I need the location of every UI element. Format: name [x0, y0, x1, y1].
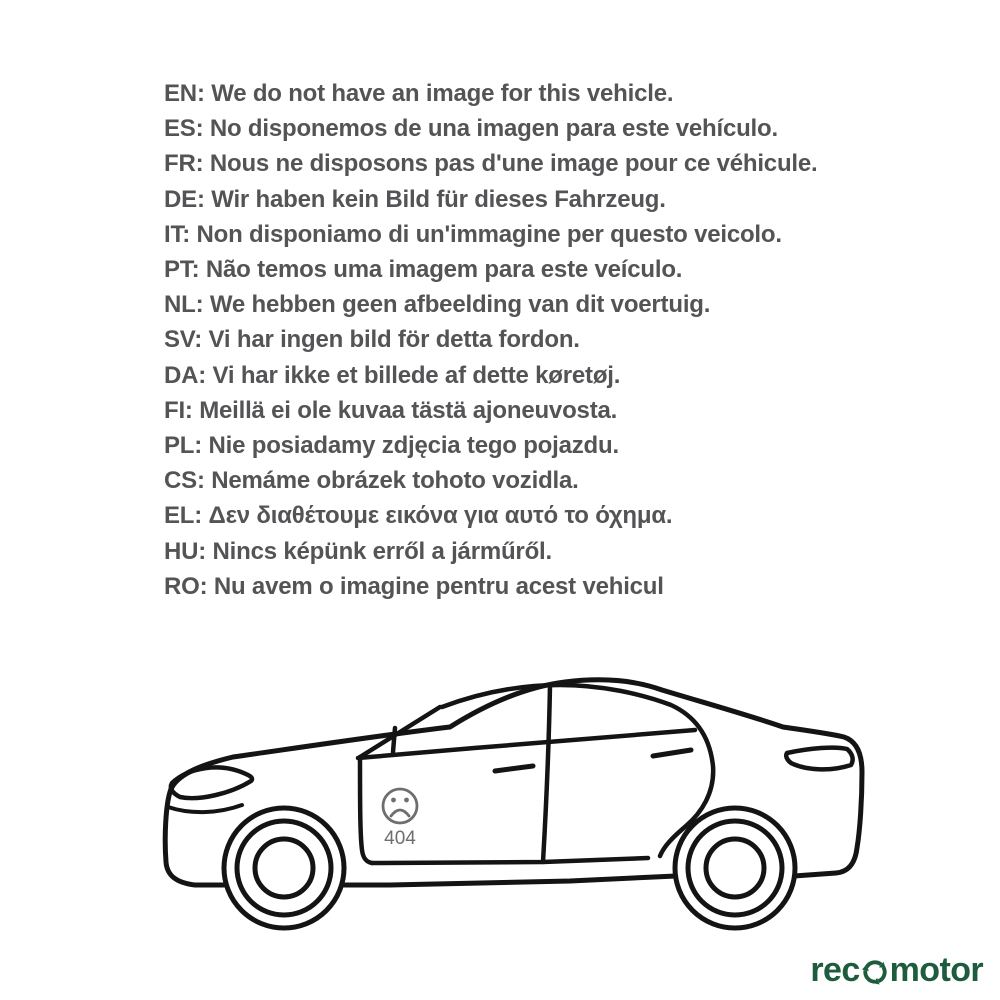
recomotor-logo: [810, 951, 983, 990]
vent-window-divider: [393, 728, 395, 752]
message-line-fr: FR: Nous ne disposons pas d'une image pour ce véhicule.: [164, 150, 818, 178]
car-illustration: [150, 650, 870, 960]
message-line-da: DA: Vi har ikke et billede af dette køretøj.: [164, 361, 621, 389]
sad-face-icon: [383, 789, 417, 823]
front-door-edge: [360, 757, 372, 863]
message-line-ro: RO: Nu avem o imagine pentru acest vehicul: [164, 572, 664, 600]
message-line-cs: CS: Nemáme obrázek tohoto vozidla.: [164, 467, 579, 495]
headlight: [171, 767, 252, 798]
taillight: [786, 748, 852, 770]
no-image-messages: [164, 76, 954, 604]
message-line-pt: PT: Não temos uma imagem para este veículo.: [164, 256, 683, 284]
recycle-icon: [861, 958, 889, 986]
rear-wheel-tire: [675, 808, 795, 928]
front-bumper-crease: [168, 805, 242, 812]
message-line-it: IT: Non disponiamo di un'immagine per questo veicolo.: [164, 220, 782, 248]
door-bottom-edge: [372, 858, 648, 863]
message-line-pl: PL: Nie posiadamy zdjęcia tego pojazdu.: [164, 432, 619, 460]
b-pillar-door-divider: [543, 685, 550, 862]
message-line-fi: FI: Meillä ei ole kuvaa tästä ajoneuvosta.: [164, 396, 618, 424]
front-door-handle: [495, 766, 533, 771]
front-wheel-tire: [224, 808, 344, 928]
message-line-nl: NL: We hebben geen afbeelding van dit voertuig.: [164, 291, 711, 319]
message-line-hu: HU: Nincs képünk erről a járműről.: [164, 537, 552, 565]
error-code-label: 404: [384, 828, 416, 849]
car-line-drawing: [150, 650, 870, 960]
message-line-en: EN: We do not have an image for this vehicle.: [164, 80, 674, 107]
brand-text-post: motor: [889, 951, 983, 989]
message-line-de: DE: Wir haben kein Bild für dieses Fahrzeug.: [164, 185, 666, 213]
brand-text-pre: rec: [810, 951, 860, 989]
message-line-el: EL: Δεν διαθέτουμε εικόνα για αυτό το όχημα.: [164, 502, 673, 530]
message-line-es: ES: No disponemos de una imagen para este vehículo.: [164, 115, 778, 143]
message-line-sv: SV: Vi har ingen bild för detta fordon.: [164, 326, 580, 354]
rear-door-handle: [653, 750, 691, 756]
